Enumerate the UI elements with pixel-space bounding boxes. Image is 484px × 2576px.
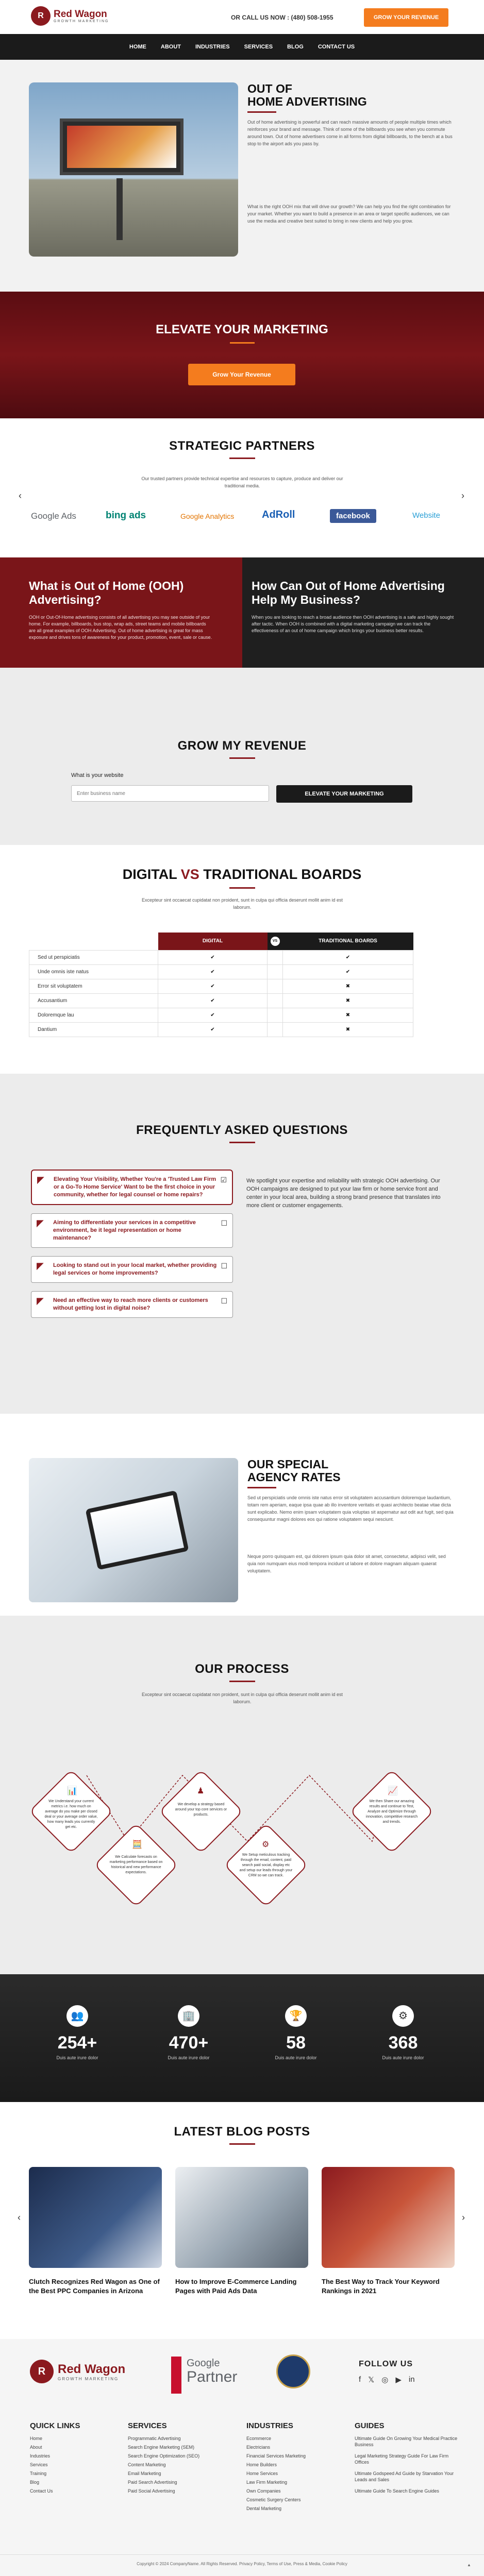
faq-item[interactable] [31,1170,233,1205]
agency-paragraph-2: Neque porro quisquam est, qui dolorem ipsum quia dolor sit amet, consectetur, adipisci velit, sed quia non numquam eius modi tempora incidunt ut labore et dolore magnam aliquam quaerat voluptatem. [247,1554,446,1573]
footer-link[interactable]: Programmatic Advertising [128,2436,181,2441]
footer-link[interactable]: Content Marketing [128,2462,166,2467]
follow-us-title: FOLLOW US [359,2360,413,2368]
faq-question: Looking to stand out in your local market, whether providing legal services or home improvements? [53,1262,217,1276]
stat-label: Duis aute irure dolor [275,2055,317,2060]
faq-title: FREQUENTLY ASKED QUESTIONS [136,1123,348,1137]
footer-col-quick-links [30,2421,128,2514]
stat-label: Duis aute irure dolor [168,2055,210,2060]
compare-digital-mark-icon: ✔ [158,993,268,1008]
compare-traditional-mark-icon: ✖ [283,979,413,993]
faq-list [31,1170,233,1318]
elevate-banner [0,292,484,418]
compare-row-label: Doloremque lau [29,1008,158,1022]
footer-link[interactable]: Law Firm Marketing [246,2480,288,2485]
stat-value: 58 [286,2033,306,2053]
process-step-icon: ⚙ [262,1840,270,1849]
footer-link[interactable]: Electricians [246,2445,271,2450]
compare-section [0,845,484,1074]
process-title: OUR PROCESS [195,1662,289,1676]
compare-row-label: Accusantium [29,993,158,1008]
compare-digital-mark-icon: ✔ [158,950,268,964]
phone-link[interactable]: (480) 508-1955 [291,14,333,21]
tablet-icon [85,1490,189,1570]
back-to-top-button[interactable]: ▲ [467,2563,471,2567]
footer-link[interactable]: Training [30,2471,47,2476]
faq-question: Need an effective way to reach more clients or customers without getting lost in digital noise? [53,1297,208,1311]
agency-title-line1: OUR SPECIAL [247,1458,329,1471]
logo[interactable] [31,6,109,26]
compare-traditional-mark-icon: ✔ [283,964,413,979]
blog-card[interactable] [29,2167,162,2296]
compare-vs-cell [268,979,283,993]
stat-icon: 👥 [66,2005,88,2027]
faq-item-corner-icon: ◤ [37,1261,44,1271]
partners-underline [229,457,255,459]
footer-link[interactable]: Search Engine Marketing (SEM) [128,2445,195,2450]
compare-vs-cell [268,964,283,979]
ooh-left-title: What is Out of Home (OOH) Advertising? [29,579,184,606]
grow-revenue-section [0,668,484,845]
compare-row [29,1008,413,1022]
stat-icon: 🏢 [178,2005,199,2027]
compare-row [29,979,413,993]
instagram-icon[interactable]: ◎ [381,2376,389,2384]
footer-logo-name: Red Wagon [58,2362,126,2376]
agency-title [247,1458,341,1484]
compare-row-label: Sed ut perspiciatis [29,950,158,964]
process-step-text: We Calculate forecasts on marketing performance based on historical and new performance expectations. [109,1855,163,1874]
compare-title [0,867,484,883]
stat-icon: ⚙ [392,2005,414,2027]
agency-paragraph-1: Sed ut perspiciatis unde omnis iste natus error sit voluptatem accusantium doloremque laudantium, totam rem aperiam, eaque ipsa quae ab illo inventore veritatis et quasi architecto beatae vitae dicta sunt explicabo. Nemo enim ipsam voluptatem quia voluptas sit aspernatur aut odit aut fugit, sed quia consequuntur magni dolores eos qui ratione voluptatem sequi nesciunt. [247,1495,454,1522]
facebook-icon[interactable]: f [359,2375,361,2384]
blog-card[interactable] [175,2167,308,2296]
blog-card-title[interactable]: The Best Way to Track Your Keyword Rankings in 2021 [322,2278,440,2295]
footer-link[interactable]: Financial Services Marketing [246,2453,306,2459]
blog-card-image [322,2167,455,2268]
compare-vs-cell [268,1008,283,1022]
ooh-info-section [0,557,484,668]
faq-underline [229,1142,255,1143]
footer-link[interactable]: About [30,2445,42,2450]
footer-divider [0,2554,484,2555]
call-info [231,14,333,21]
blog-prev-arrow[interactable]: ‹ [18,2212,21,2223]
faq-item[interactable] [31,1213,233,1248]
process-step-text: We then Share our amazing results and continue to Test, Analyze and Optimize through innovation, competitive research and trends. [365,1800,418,1824]
footer-link[interactable]: Services [30,2462,48,2467]
compare-digital-mark-icon: ✔ [158,964,268,979]
agency-title-line2: AGENCY RATES [247,1470,341,1484]
faq-answer: We spotlight your expertise and reliability with strategic OOH advertising. Our OOH campaigns are designed to put your law firm or home service front and center in your local area, building a strong brand presence that translates into more client or customer engagements. [246,1178,441,1209]
compare-title-vs: VS [180,867,199,882]
compare-col-digital: DIGITAL [158,933,268,950]
process-step-text: We Setup meticulous tracking through the email, content, paid search paid social, display etc and setup our leads through your CRM so we can track. [239,1853,293,1877]
ooh-right-text: When you are looking to reach a broad audience then OOH advertising is a safe and highly sought after tactic. When OOH is combined with a digital marketing campaign we can track the effectiveness of an out of home campaign which brings your business better results. [252,615,454,633]
compare-traditional-mark-icon: ✖ [283,1022,413,1037]
compare-col-vs [268,933,283,950]
faq-question: Elevating Your Visibility, Whether You're a 'Trusted Law Firm or a Go-To Home Service' Want to be the first choice in your community, whether for legal counsel or home repairs? [54,1176,216,1198]
stat-value: 470+ [169,2033,209,2053]
faq-item-corner-icon: ◤ [37,1175,44,1185]
blog-card[interactable] [322,2167,455,2296]
stat-value: 254+ [57,2033,97,2053]
compare-digital-mark-icon: ✔ [158,979,268,993]
nav-services[interactable]: SERVICES [244,44,273,50]
hero-title-line1: OUT OF [247,82,292,95]
blog-title: LATEST BLOG POSTS [174,2125,310,2139]
nav-blog[interactable]: BLOG [287,44,304,50]
process-step-icon: 🧮 [132,1840,142,1849]
logo-icon: R [31,6,51,26]
process-step-text: We Understand your current metrics i.e. how much on average do you make per closed deal or your average order value, how many leads you currently get etc. [44,1800,98,1829]
agency-underline [247,1487,276,1488]
compare-row [29,993,413,1008]
elevate-title: ELEVATE YOUR MARKETING [156,323,328,336]
twitter-x-icon[interactable]: 𝕏 [368,2376,375,2384]
ooh-right-panel [242,557,484,668]
footer-link[interactable]: Paid Search Advertising [128,2480,177,2485]
grow-underline [229,757,255,759]
footer-link[interactable]: Paid Social Advertising [128,2488,175,2494]
compare-title-a: DIGITAL [122,867,177,882]
partner-logo-google-ads: Google Ads [31,511,76,521]
ooh-left-panel [0,557,242,668]
faq-item[interactable] [31,1291,233,1318]
nav-home[interactable]: HOME [129,44,146,50]
stat-item [372,2005,434,2060]
ooh-left-text: OOH or Out-Of-Home advertising consists of all advertising you may see outside of your home. For example, billboards, bus stop, wrap ads, street teams and mobile billboards are all great examples of OOH Advertising. Out of home advertising is great for mass exposure and drives tons of awareness for your product, promotion, event, sale or cause. [29,615,212,640]
google-partner-google: Google [187,2358,220,2369]
footer-link[interactable]: Home [30,2436,43,2441]
stats-section [0,1974,484,2102]
faq-item-corner-icon: ◤ [37,1218,44,1228]
blog-section [0,2102,484,2339]
process-section [0,1616,484,1974]
faq-checkbox-icon[interactable]: ☐ [221,1219,227,1227]
stat-label: Duis aute irure dolor [382,2055,424,2060]
footer-link[interactable]: Own Companies [246,2488,281,2494]
compare-col-traditional: TRADITIONAL BOARDS [283,933,413,950]
header-cta-button[interactable]: GROW YOUR REVENUE [364,8,448,27]
agency-image [29,1458,238,1602]
footer-col-title: GUIDES [355,2421,385,2430]
faq-item-corner-icon: ◤ [37,1296,44,1306]
footer-link[interactable]: Ultimate Godspeed Ad Guide by Starvation Your Leads and Sales [355,2471,454,2482]
footer-col-guides [355,2421,458,2514]
stat-item [265,2005,327,2060]
hero-title [247,82,367,108]
compare-traditional-mark-icon: ✖ [283,1008,413,1022]
footer-link[interactable]: Email Marketing [128,2471,161,2476]
faq-checkbox-icon[interactable]: ☑ [220,1176,227,1184]
footer-link[interactable]: Legal Marketing Strategy Guide For Law Firm Offices [355,2453,449,2465]
process-step-5 [351,1770,433,1853]
agency-section [0,1414,484,1616]
process-text: Excepteur sint occaecat cupidatat non proident, sunt in culpa qui officia deserunt mollit anim id est laborum. [141,1692,343,1704]
process-step-icon: 📊 [67,1787,77,1795]
social-icons [359,2375,415,2384]
nav-contact[interactable]: CONTACT US [318,44,355,50]
stat-item [158,2005,220,2060]
nav-industries[interactable]: INDUSTRIES [195,44,230,50]
google-partner-badge [187,2358,237,2385]
grow-title: GROW MY REVENUE [177,739,307,753]
faq-checkbox-icon[interactable]: ☐ [221,1297,227,1305]
footer [0,2339,484,2576]
elevate-button[interactable]: Grow Your Revenue [188,364,295,385]
blog-card-image [29,2167,162,2268]
stat-item [46,2005,108,2060]
compare-row [29,950,413,964]
footer-logo-tagline: GROWTH MARKETING [58,2376,119,2381]
billboard-icon [60,118,183,175]
blog-card-image [175,2167,308,2268]
blog-next-arrow[interactable]: › [462,2212,465,2223]
process-step-text: We develop a strategy based around your top core services or products. [175,1803,227,1817]
footer-logo[interactable] [30,2360,125,2383]
blog-card-title[interactable]: How to Improve E-Commerce Landing Pages with Paid Ads Data [175,2278,297,2295]
footer-col-title: INDUSTRIES [246,2421,293,2430]
compare-table [29,933,413,1037]
compare-text: Excepteur sint occaecat cupidatat non proident, sunt in culpa qui officia deserunt mollit anim id est laborum. [141,897,343,910]
footer-link[interactable]: Ultimate Guide To Search Engine Guides [355,2488,439,2494]
compare-traditional-mark-icon: ✖ [283,993,413,1008]
footer-col-title: QUICK LINKS [30,2421,80,2430]
website-input[interactable] [71,785,269,802]
compare-vs-badge: VS [271,937,280,946]
stat-label: Duis aute irure dolor [56,2055,98,2060]
partner-logo-adroll: AdRoll [262,509,295,520]
faq-question: Aiming to differentiate your services in a competitive environment, be it legal representation or home maintenance? [53,1219,196,1241]
process-step-icon: 📈 [388,1787,398,1795]
footer-link[interactable]: Ecommerce [246,2436,272,2441]
hero-paragraph-2: What is the right OOH mix that will drive our growth? We can help you find the right combination for your market. Whether you want to build a presence in an area or target specific audiences, we can use the media and creative best suited to bring in new clients and help you grow. [247,204,451,224]
compare-digital-mark-icon: ✔ [158,1022,268,1037]
compare-row [29,964,413,979]
footer-link[interactable]: Cosmetic Surgery Centers [246,2497,301,2502]
partner-logo-facebook: facebook [330,509,376,523]
copyright: Copyright © 2024 CompanyName. All Rights Reserved. Privacy Policy, Terms of Use, Press & Media, Cookie Policy [137,2562,347,2566]
compare-underline [229,887,255,889]
compare-vs-cell [268,950,283,964]
partner-logo-bing: bing ads [106,510,146,521]
call-label: OR CALL US NOW : [231,14,290,21]
stat-icon: 🏆 [285,2005,307,2027]
partner-logo-website: Website [412,511,440,520]
compare-vs-cell [268,1022,283,1037]
google-partner-label: Partner [187,2368,238,2385]
footer-col-services [128,2421,246,2514]
main-nav [0,34,484,60]
blog-underline [229,2143,255,2145]
partners-title: STRATEGIC PARTNERS [169,439,315,453]
hero-title-underline [247,111,276,113]
footer-link[interactable]: Ultimate Guide On Growing Your Medical Practice Business [355,2436,458,2447]
footer-link[interactable]: Blog [30,2480,40,2485]
logo-tagline: GROWTH MARKETING [54,19,109,23]
logo-name: Red Wagon [54,8,107,20]
compare-row-label: Unde omnis iste natus [29,964,158,979]
clutch-badge [171,2357,181,2394]
grow-submit-button[interactable]: ELEVATE YOUR MARKETING [276,785,412,803]
footer-col-industries [246,2421,355,2514]
compare-traditional-mark-icon: ✔ [283,950,413,964]
partner-logo-analytics: Google Analytics [180,512,235,520]
footer-link[interactable]: Home Builders [246,2462,277,2467]
partners-section [0,418,484,557]
footer-logo-icon: R [30,2360,54,2383]
compare-row-label: Dantium [29,1022,158,1037]
hero-title-line2: HOME ADVERTISING [247,95,367,108]
compare-vs-cell [268,993,283,1008]
compare-digital-mark-icon: ✔ [158,1008,268,1022]
footer-link[interactable]: Dental Marketing [246,2506,282,2511]
footer-link[interactable]: Industries [30,2453,51,2459]
partners-text: Our trusted partners provide technical expertise and resources to capture, produce and deliver our traditional media. [141,476,343,488]
hero-paragraph-1: Out of home advertising is powerful and can reach massive amounts of people multiple times which reinforces your brand and message. Think of some of the billboards you see when you commute around town. Out of home advertisers come in all forms from digital billboards, to the bench at a bus stop to the airport ads you pass by. [247,120,453,146]
hero-image [29,82,238,257]
compare-title-b: TRADITIONAL BOARDS [203,867,362,882]
footer-columns [30,2421,458,2514]
top-header [0,0,484,34]
footer-link[interactable]: Search Engine Optimization (SEO) [128,2453,200,2459]
process-step-icon: ♟ [197,1787,205,1795]
ooh-right-title: How Can Out of Home Advertising Help My Business? [252,579,445,606]
partners-next-arrow[interactable]: › [461,490,464,501]
faq-checkbox-icon[interactable]: ☐ [221,1262,227,1270]
linkedin-icon[interactable]: in [408,2375,415,2384]
hero-section [0,60,484,292]
grow-input-label: What is your website [71,772,124,778]
process-step-4 [225,1824,307,1906]
blog-card-title[interactable]: Clutch Recognizes Red Wagon as One of the Best PPC Companies in Arizona [29,2278,160,2295]
partners-prev-arrow[interactable]: ‹ [19,490,22,501]
award-badge-icon [276,2354,310,2388]
compare-row [29,1022,413,1037]
compare-row-label: Error sit voluptatem [29,979,158,993]
youtube-icon[interactable]: ▶ [395,2376,402,2384]
faq-section [0,1074,484,1414]
footer-link[interactable]: Contact Us [30,2488,53,2494]
stat-value: 368 [388,2033,418,2053]
elevate-underline [230,342,255,344]
nav-about[interactable]: ABOUT [160,44,181,50]
faq-item[interactable] [31,1256,233,1283]
footer-col-title: SERVICES [128,2421,167,2430]
footer-link[interactable]: Home Services [246,2471,278,2476]
